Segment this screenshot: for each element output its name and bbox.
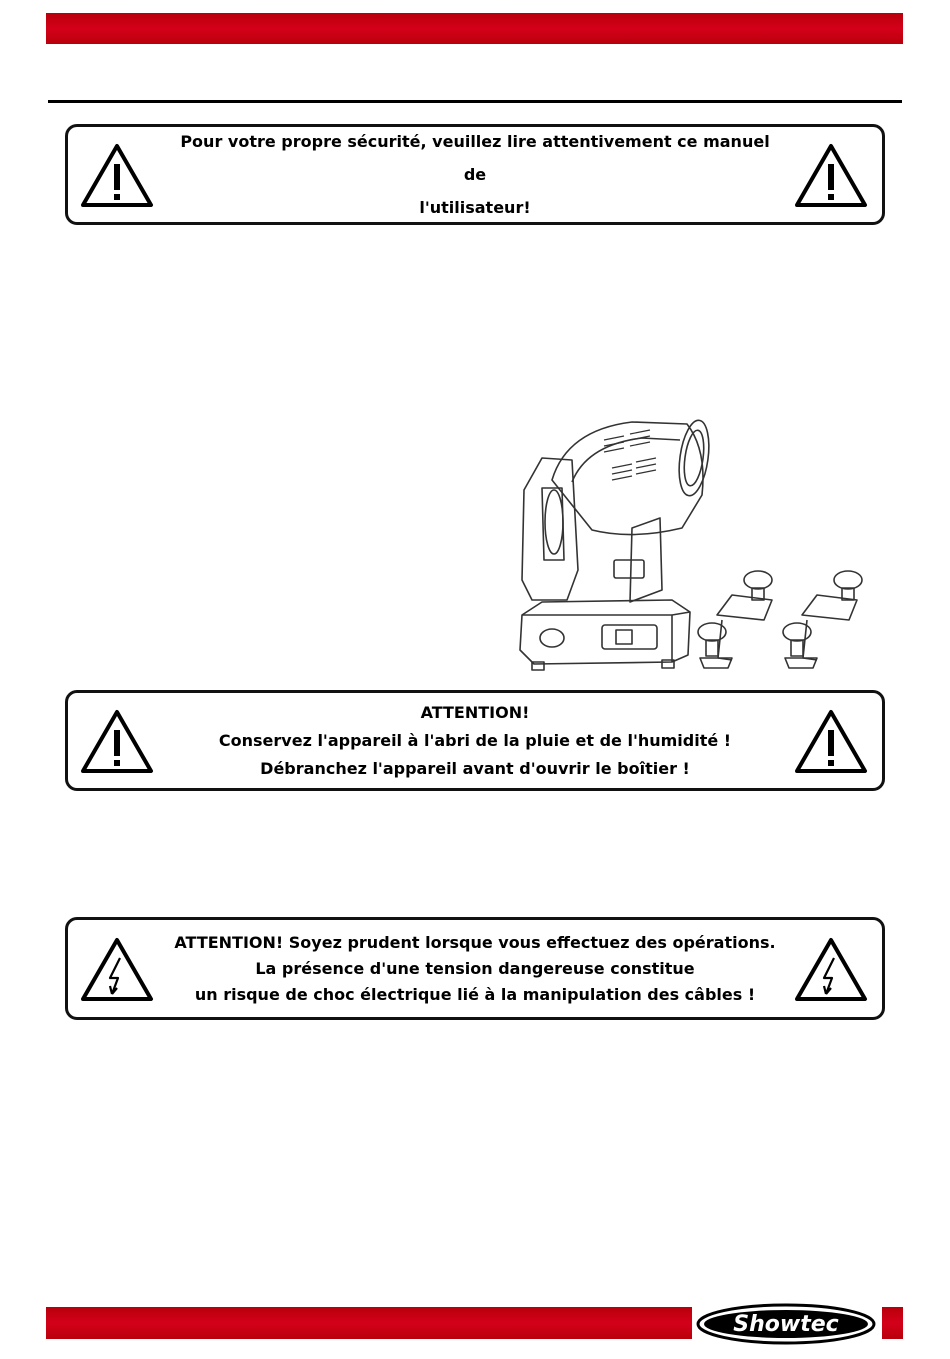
exclamation-triangle-icon (80, 708, 154, 774)
logo-text: Showtec (733, 1312, 839, 1337)
electric-shock-triangle-icon (80, 936, 154, 1002)
moving-head-product-illustration (512, 410, 882, 680)
footer-red-bar (46, 1307, 692, 1339)
header-red-bar (46, 13, 903, 44)
electric-shock-triangle-icon (794, 936, 868, 1002)
showtec-logo (695, 1302, 877, 1346)
footer-red-bar-end (882, 1307, 903, 1339)
safety-warning-text (168, 127, 782, 222)
exclamation-triangle-icon (794, 708, 868, 774)
warning-line: Débranchez l'appareil avant d'ouvrir le boîtier ! (260, 758, 690, 778)
warning-line: l'utilisateur! (419, 198, 531, 217)
warning-line: ATTENTION! Soyez prudent lorsque vous effectuez des opérations. (174, 932, 776, 952)
moisture-warning-text (168, 693, 782, 788)
exclamation-triangle-icon (80, 142, 154, 208)
electric-shock-warning-box (65, 917, 885, 1020)
header-rule (48, 100, 902, 103)
warning-line: Pour votre propre sécurité, veuillez lire attentivement ce manuel de (180, 132, 770, 184)
moisture-warning-box (65, 690, 885, 791)
exclamation-triangle-icon (794, 142, 868, 208)
warning-line: ATTENTION! (420, 702, 530, 722)
safety-warning-box (65, 124, 885, 225)
electric-shock-warning-text (168, 920, 782, 1017)
warning-line: Conservez l'appareil à l'abri de la pluie et de l'humidité ! (218, 730, 732, 750)
warning-line: La présence d'une tension dangereuse constitue (255, 958, 695, 978)
warning-line: un risque de choc électrique lié à la manipulation des câbles ! (194, 984, 756, 1004)
